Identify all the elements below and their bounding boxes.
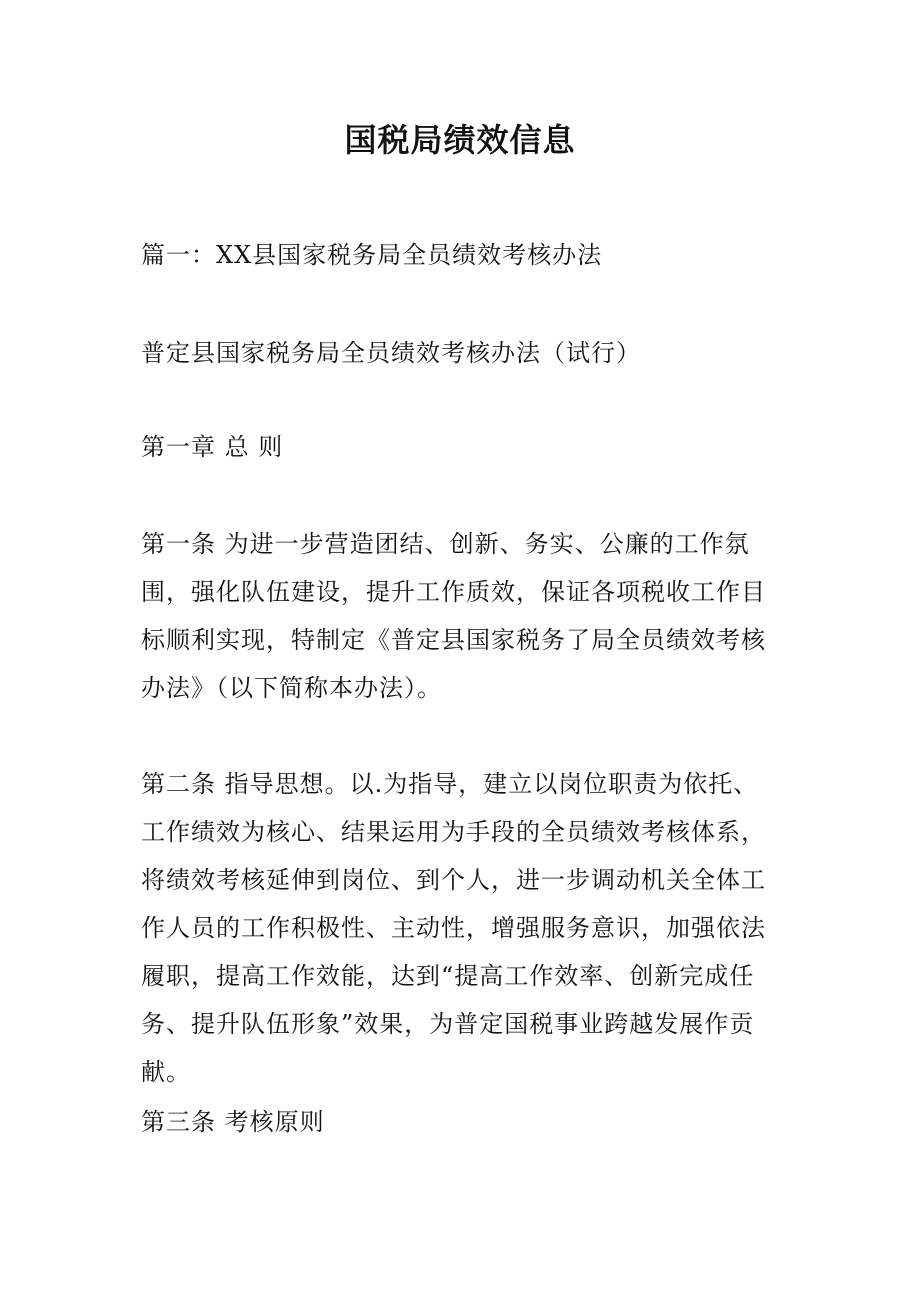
article-one: 第一条 为进一步营造团结、创新、务实、公廉的工作氛围，强化队伍建设，提升工作质效，保证各项税收工作目标顺利实现，特制定《普定县国家税务了局全员绩效考核办法》（以下简称本办法）。 (141, 530, 766, 702)
article-two: 第二条 指导思想。以.为指导，建立以岗位职责为依托、工作绩效为核心、结果运用为手段的全员绩效考核体系，将绩效考核延伸到岗位、到个人，进一步调动机关全体工作人员的工作积极性、主动性，增强服务意识，加强依法履职，提高工作效能，达到“提高工作效率、创新完成任务、提升队伍形象”效果，为普定国税事业跨越发展作贡献。 (141, 770, 766, 1086)
section-heading: 篇一：XX县国家税务局全员绩效考核办法 (141, 241, 603, 269)
chapter-heading: 第一章 总 则 (141, 433, 284, 461)
article-three: 第三条 考核原则 (141, 1108, 325, 1136)
document-title: 国税局绩效信息 (344, 121, 576, 159)
document-subtitle: 普定县国家税务局全员绩效考核办法（试行） (141, 339, 641, 367)
